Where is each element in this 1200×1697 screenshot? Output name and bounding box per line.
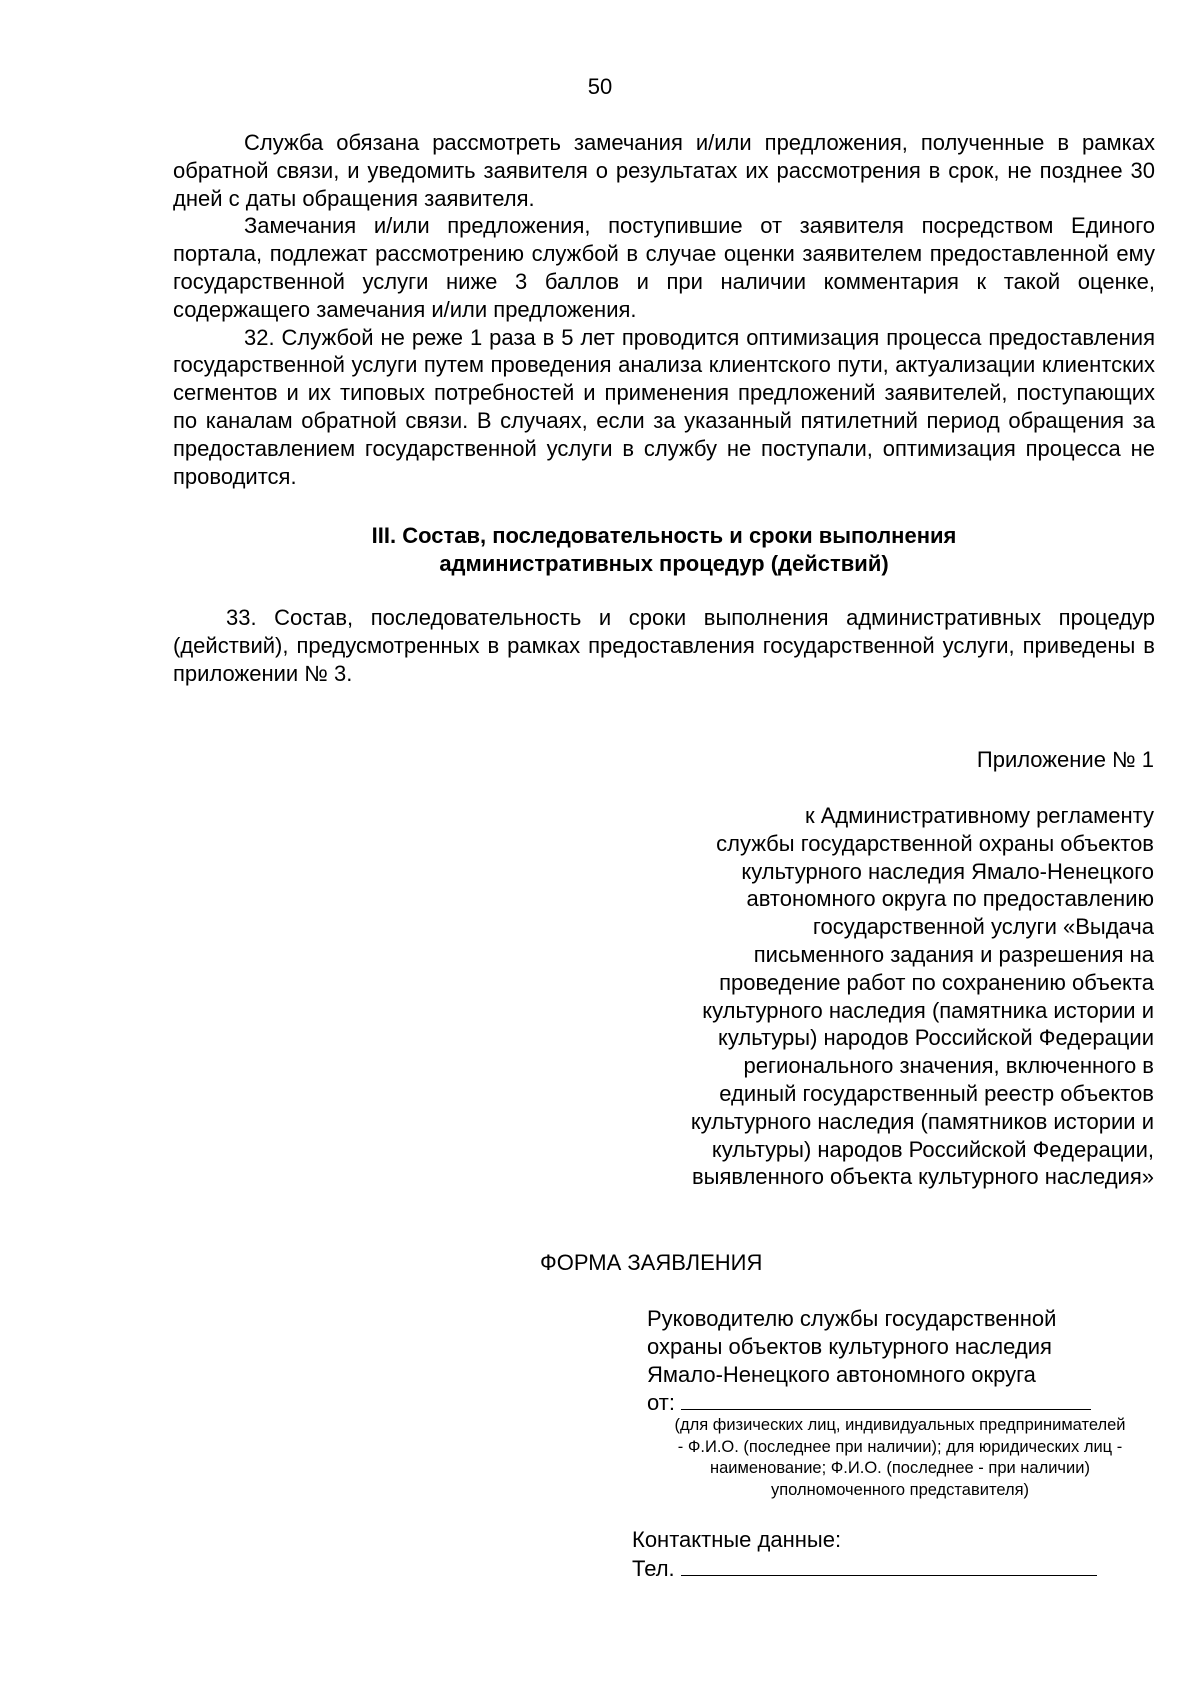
appendix-line: автономного округа по предоставлению bbox=[746, 886, 1154, 912]
appendix-line: единый государственный реестр объектов bbox=[719, 1080, 1154, 1106]
contacts-label: Контактные данные: bbox=[632, 1527, 842, 1552]
phone-blank-line bbox=[681, 1555, 1097, 1576]
phone-field bbox=[632, 1554, 1097, 1583]
recipient-line: охраны объектов культурного наследия bbox=[647, 1334, 1052, 1359]
appendix-line: выявленного объекта культурного наследия» bbox=[691, 1164, 1154, 1190]
phone-label: Тел. bbox=[632, 1556, 675, 1581]
from-note-line: уполномоченного представителя) bbox=[770, 1480, 1030, 1499]
recipient-block bbox=[647, 1305, 1056, 1389]
recipient-line: Руководителю службы государственной bbox=[647, 1306, 1057, 1331]
body-text bbox=[173, 129, 1155, 490]
from-field bbox=[647, 1389, 1091, 1417]
paragraph-32-optimization: 32. Службой не реже 1 раза в 5 лет проводится оптимизация процесса предоставления государственной услуги путем проведения анализа клиентского пути, актуализации клиентских сегментов и их типовых потребностей и применения предложений заявителей, поступающих по каналам обратной связи. В случаях, если за указанный пятилетний период обращения за предоставлением государственной услуги в службу не поступали, оптимизация процесса не проводится. bbox=[173, 324, 1155, 489]
from-blank-line bbox=[681, 1389, 1091, 1410]
appendix-number: Приложение № 1 bbox=[976, 747, 1154, 772]
from-note-line: - Ф.И.О. (последнее при наличии); для юридических лиц - bbox=[677, 1437, 1123, 1456]
appendix-line: культурного наследия (памятника истории и bbox=[702, 997, 1154, 1023]
appendix-line: государственной услуги «Выдача bbox=[812, 914, 1154, 940]
recipient-line: Ямало-Ненецкого автономного округа bbox=[647, 1362, 1036, 1387]
section-title bbox=[173, 522, 1155, 578]
from-note bbox=[640, 1415, 1160, 1501]
from-note-line: наименование; Ф.И.О. (последнее - при наличии) bbox=[710, 1459, 1090, 1477]
appendix-line: регионального значения, включенного в bbox=[743, 1053, 1154, 1079]
contacts-block bbox=[632, 1525, 1097, 1583]
paragraph-portal-remarks: Замечания и/или предложения, поступившие от заявителя посредством Единого портала, подлежат рассмотрению службой в случае оценки заявителем предоставленной ему государственной услуги ниже 3 баллов и при наличии комментария к такой оценке, содержащего замечания и/или предложения. bbox=[173, 213, 1155, 322]
appendix-line: службы государственной охраны объектов bbox=[716, 830, 1154, 856]
paragraph-feedback-review: Служба обязана рассмотреть замечания и/или предложения, полученные в рамках обратной связи, и уведомить заявителя о результатах их рассмотрения в срок, не позднее 30 дней с даты обращения заявителя. bbox=[173, 130, 1155, 211]
appendix-line: культуры) народов Российской Федерации, bbox=[711, 1136, 1154, 1162]
from-note-line: (для физических лиц, индивидуальных предпринимателей bbox=[674, 1416, 1126, 1434]
appendix-line: культурного наследия Ямало-Ненецкого bbox=[741, 858, 1154, 884]
from-label: от: bbox=[647, 1390, 675, 1415]
appendix-line: к Административному регламенту bbox=[804, 803, 1154, 828]
paragraph-33: 33. Состав, последовательность и сроки выполнения административных процедур (действий), предусмотренных в рамках предоставления государственной услуги, приведены в приложении № 3. bbox=[173, 605, 1155, 686]
appendix-description bbox=[634, 802, 1154, 1191]
section-title-line-1: III. Состав, последовательность и сроки выполнения bbox=[371, 523, 957, 548]
appendix-line: культуры) народов Российской Федерации bbox=[717, 1025, 1154, 1051]
appendix-line: проведение работ по сохранению объекта bbox=[719, 969, 1154, 995]
appendix-line: культурного наследия (памятников истории и bbox=[690, 1108, 1154, 1134]
form-title: ФОРМА ЗАЯВЛЕНИЯ bbox=[540, 1250, 763, 1275]
page-number: 50 bbox=[587, 74, 613, 99]
appendix-line: письменного задания и разрешения на bbox=[753, 941, 1154, 967]
section-title-line-2: административных процедур (действий) bbox=[439, 551, 889, 576]
